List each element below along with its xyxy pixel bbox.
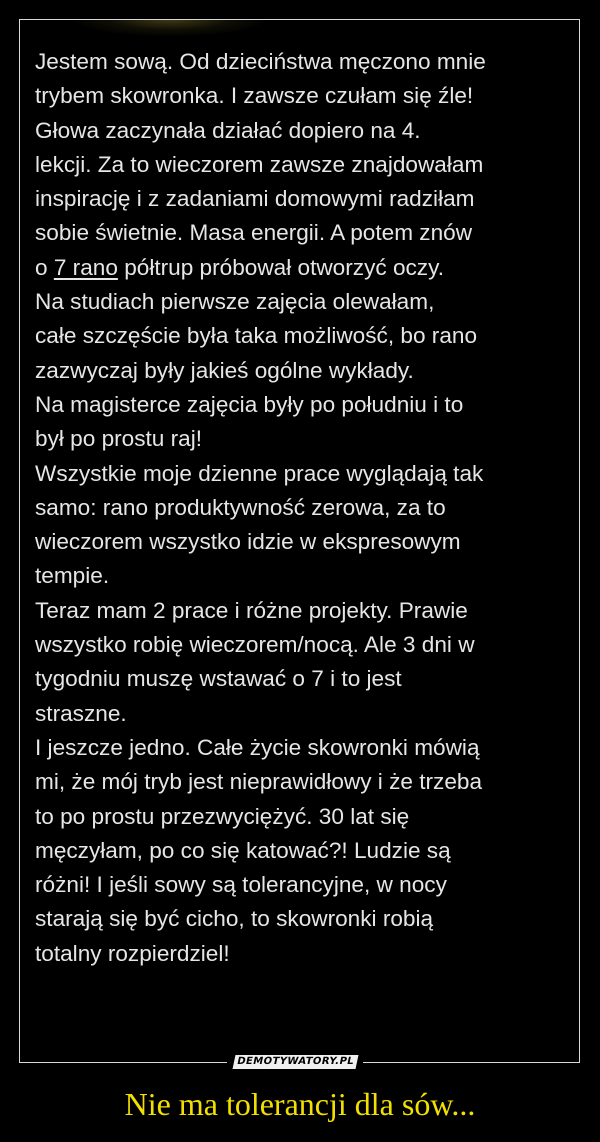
- underlined-time: 7 rano: [53, 254, 118, 280]
- watermark-text: DEMOTYWATORY.PL: [233, 1055, 359, 1069]
- story-line: [35, 251, 570, 285]
- story-line: zazwyczaj były jakieś ogólne wykłady.: [35, 357, 414, 383]
- story-line: mi, że mój tryb jest nieprawidłowy i że trzeba: [35, 769, 483, 795]
- story-line: Wszystkie moje dzienne prace wyglądają tak: [35, 460, 484, 486]
- story-line: wieczorem wszystko idzie w ekspresowym: [35, 529, 461, 555]
- story-line: tempie.: [35, 563, 110, 589]
- story-line-start: o: [35, 254, 54, 280]
- story-line: straszne.: [35, 700, 127, 726]
- story-line: samo: rano produktywność zerowa, za to: [35, 494, 446, 520]
- story-line: Na studiach pierwsze zajęcia olewałam,: [35, 289, 435, 315]
- story-line: Głowa zaczynała działać dopiero na 4.: [35, 117, 421, 143]
- story-line: inspirację i z zadaniami domowymi radziłam: [35, 186, 475, 212]
- story-line: trybem skowronka. I zawsze czułam się źle!: [35, 83, 474, 109]
- story-line: męczyłam, po co się katować?! Ludzie są: [35, 837, 451, 863]
- story-line: całe szczęście była taka możliwość, bo rano: [35, 323, 478, 349]
- story-line: tygodniu muszę wstawać o 7 i to jest: [35, 666, 402, 692]
- story-line: totalny rozpierdziel!: [35, 940, 230, 966]
- story-line: lekcji. Za to wieczorem zawsze znajdowałam: [35, 151, 484, 177]
- poster-caption: Nie ma tolerancji dla sów...: [124, 1086, 476, 1122]
- story-line: Teraz mam 2 prace i różne projekty. Prawie: [35, 597, 468, 623]
- story-line: I jeszcze jedno. Całe życie skowronki mówią: [35, 734, 480, 760]
- story-line: starają się być cicho, to skowronki robią: [35, 906, 434, 932]
- story-line-end: półtrup próbował otworzyć oczy.: [117, 254, 444, 280]
- story-line: Na magisterce zajęcia były po południu i to: [35, 391, 464, 417]
- top-light-glow: [75, 19, 265, 36]
- story-line: był po prostu raj!: [35, 426, 203, 452]
- story-text: [35, 45, 570, 971]
- watermark-badge: [227, 1053, 363, 1070]
- story-line: Jestem sową. Od dzieciństwa męczono mnie: [35, 49, 486, 74]
- story-line: wszystko robię wieczorem/nocą. Ale 3 dni w: [35, 632, 475, 658]
- story-line: różni! I jeśli sowy są tolerancyjne, w nocy: [35, 872, 447, 898]
- story-line: sobie świetnie. Masa energii. A potem znów: [35, 220, 473, 246]
- story-line: to po prostu przezwyciężyć. 30 lat się: [35, 803, 410, 829]
- image-frame: [19, 19, 580, 1063]
